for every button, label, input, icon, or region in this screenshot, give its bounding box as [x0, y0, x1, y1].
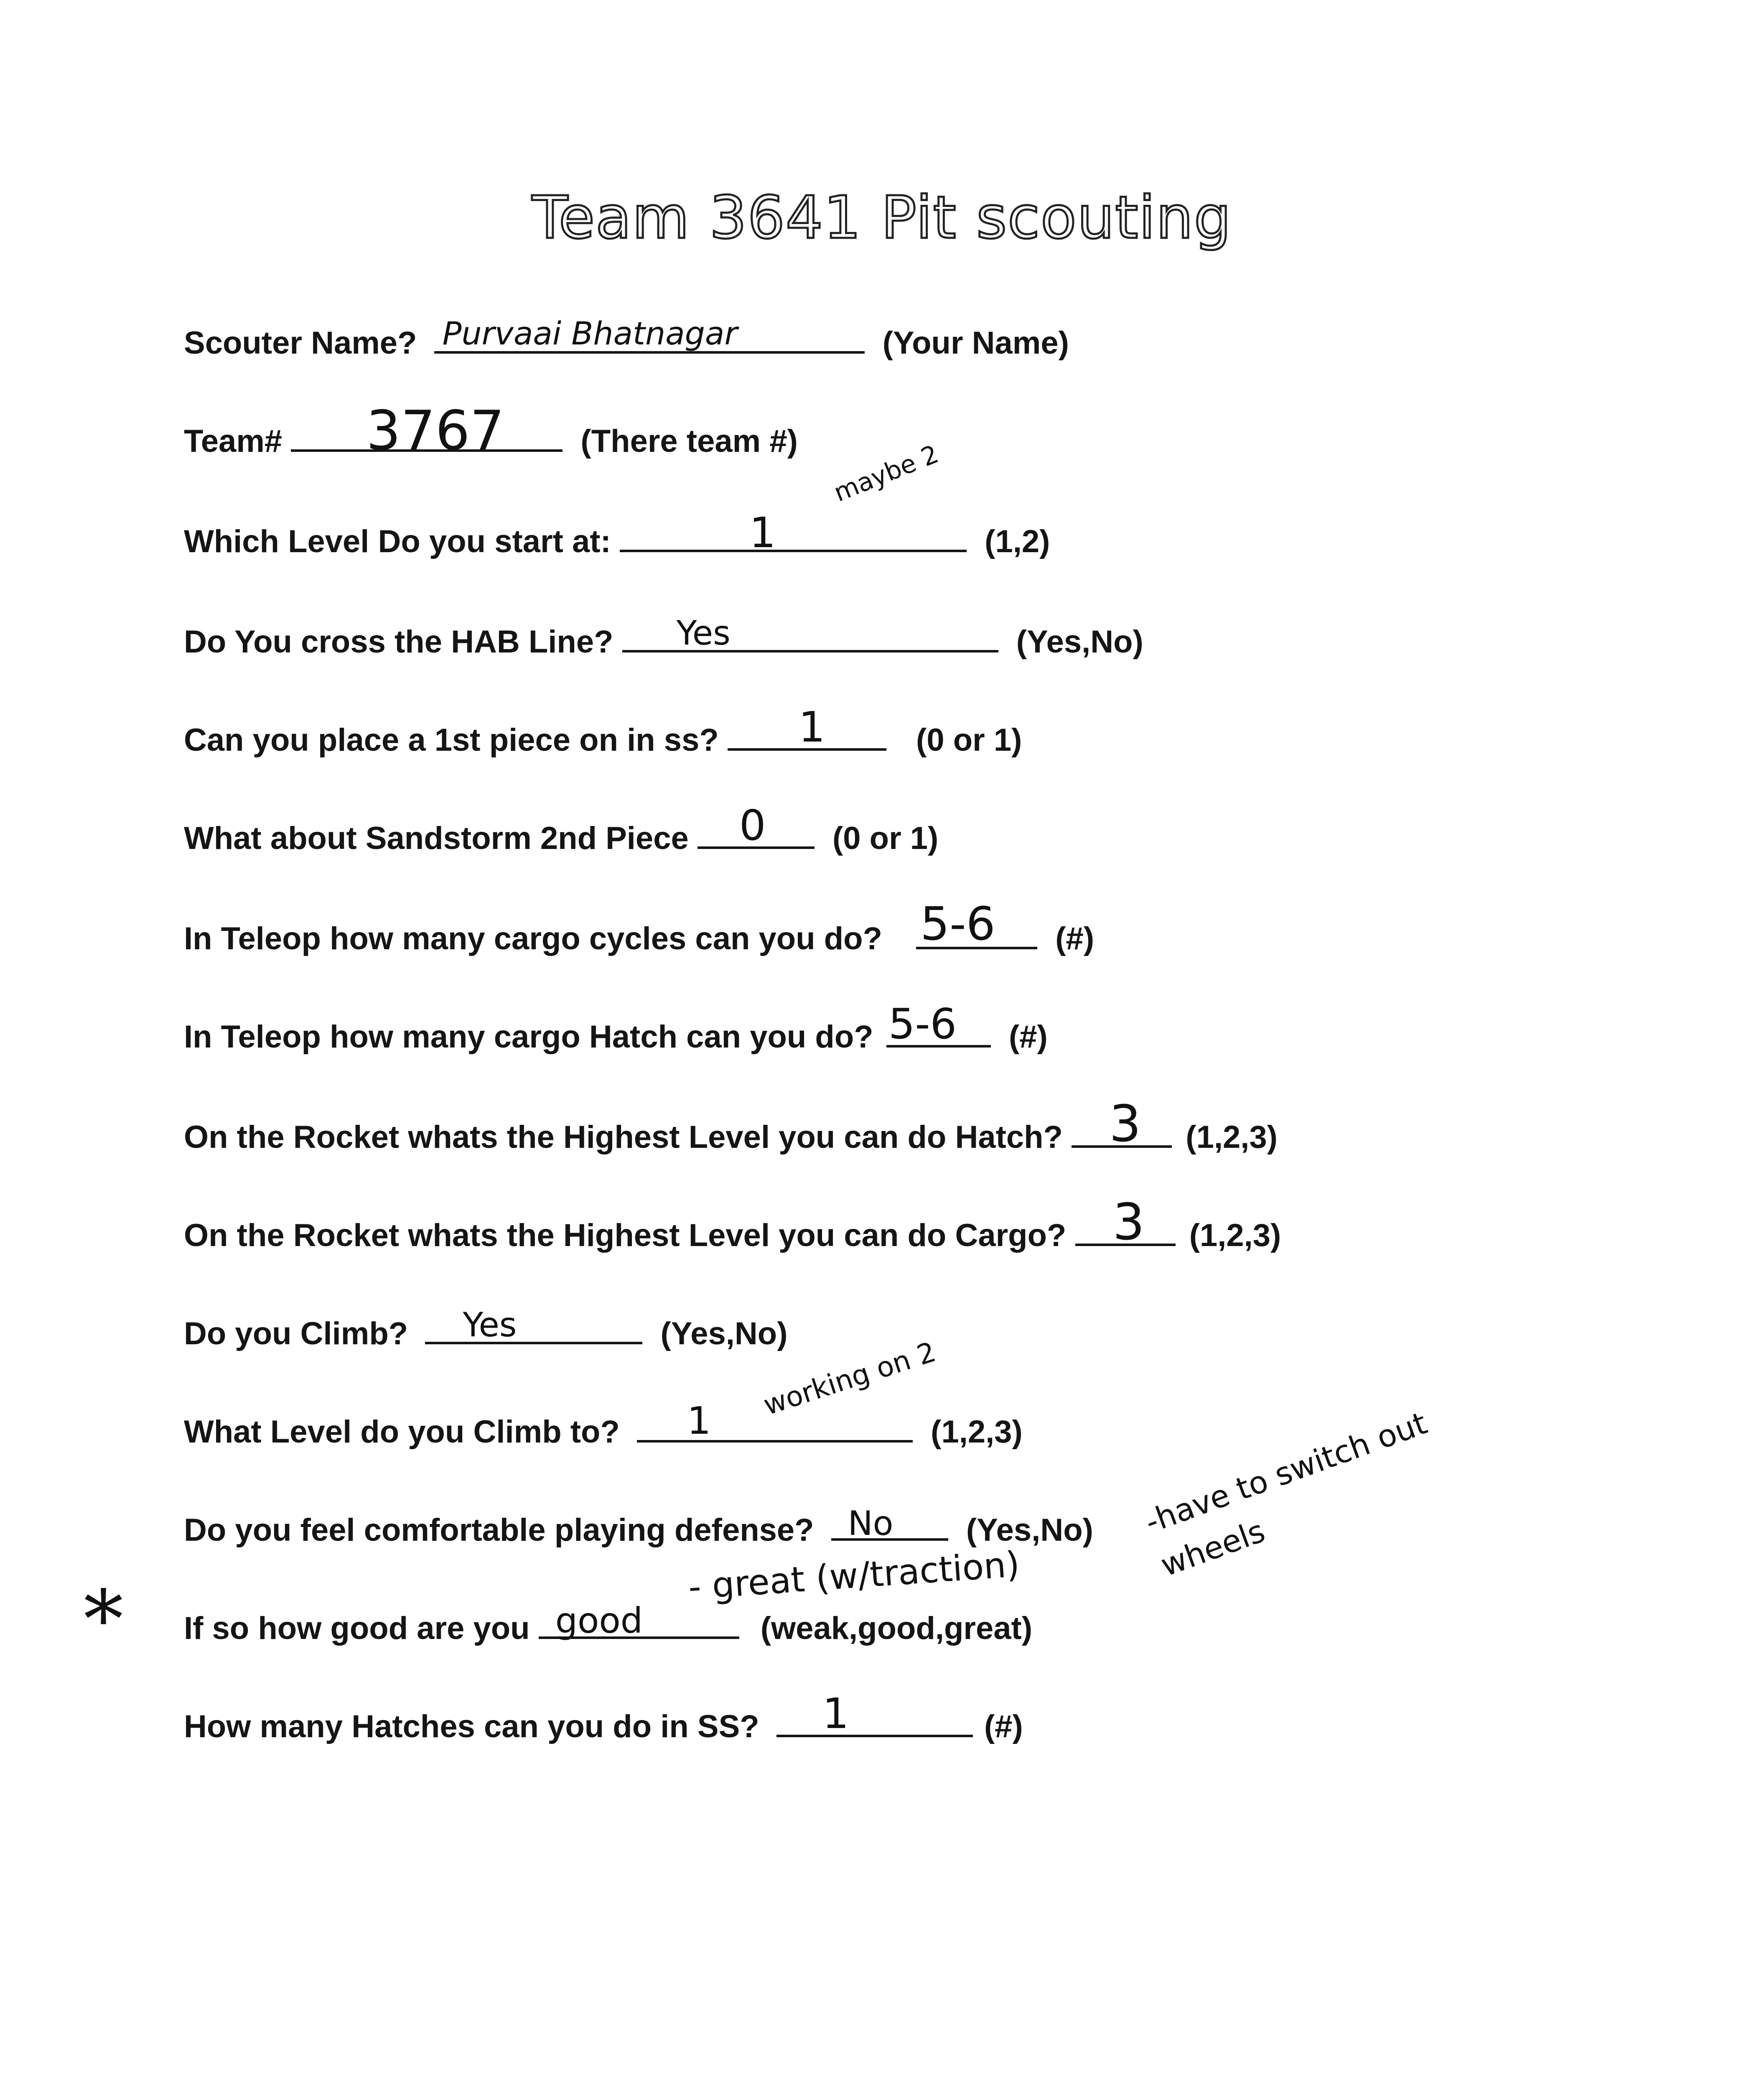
answer-handwriting: 1 — [798, 703, 825, 752]
answer-handwriting: 3 — [1109, 1095, 1141, 1153]
hab-line-field[interactable] — [622, 614, 998, 652]
defense-field[interactable] — [831, 1504, 948, 1543]
first-piece-field[interactable] — [728, 703, 886, 752]
answer-handwriting: 1 — [822, 1689, 849, 1738]
second-piece-field[interactable] — [697, 801, 815, 850]
question-label: On the Rocket whats the Highest Level you can do Hatch? — [184, 1119, 1063, 1155]
field-hint: (Your Name) — [882, 325, 1069, 361]
question-label: Team# — [184, 423, 283, 459]
rocket-hatch-row — [184, 1095, 1278, 1158]
ss-hatches-field[interactable] — [776, 1689, 973, 1738]
cargo-hatch-row — [184, 999, 1048, 1058]
ss-hatches-row — [184, 1689, 1023, 1748]
field-hint: (1,2) — [985, 524, 1050, 559]
scouter-name-field[interactable] — [434, 315, 865, 354]
field-hint: (weak,good,great) — [760, 1611, 1033, 1646]
answer-handwriting: 0 — [739, 801, 766, 850]
team-number-field[interactable] — [291, 399, 563, 462]
margin-note: - great (w/traction) — [687, 1543, 1021, 1608]
answer-handwriting: 1 — [687, 1399, 711, 1443]
field-hint: (0 or 1) — [916, 722, 1022, 758]
field-hint: (1,2,3) — [1186, 1119, 1278, 1155]
answer-handwriting: Purvaai Bhatnagar — [442, 315, 738, 352]
rocket-cargo-row — [184, 1193, 1281, 1257]
climb-level-row — [184, 1399, 1023, 1453]
question-label: Do you Climb? — [184, 1316, 408, 1351]
answer-handwriting: 3767 — [366, 399, 505, 462]
field-hint: (Yes,No) — [1016, 624, 1143, 660]
question-label: How many Hatches can you do in SS? — [184, 1709, 759, 1744]
start-level-field[interactable] — [620, 508, 967, 557]
question-label: What Level do you Climb to? — [184, 1414, 620, 1450]
defense-row — [184, 1504, 1093, 1551]
cargo-cycles-row — [184, 897, 1095, 960]
question-label: If so how good are you — [184, 1611, 530, 1646]
question-label: Which Level Do you start at: — [184, 524, 611, 559]
answer-handwriting: 5-6 — [920, 897, 995, 951]
field-hint: (#) — [1008, 1019, 1048, 1055]
field-hint: (Yes,No) — [966, 1512, 1093, 1548]
question-label: On the Rocket whats the Highest Level you can do Cargo? — [184, 1218, 1067, 1253]
cargo-cycles-field[interactable] — [916, 897, 1037, 951]
field-hint: (Yes,No) — [660, 1316, 788, 1351]
field-hint: (#) — [1055, 921, 1095, 956]
answer-handwriting: Yes — [676, 614, 731, 652]
first-piece-row — [184, 703, 1022, 761]
cargo-hatch-field[interactable] — [886, 999, 991, 1048]
question-label: What about Sandstorm 2nd Piece — [184, 821, 689, 856]
answer-handwriting: good — [555, 1600, 643, 1641]
answer-handwriting: No — [848, 1504, 893, 1543]
hab-line-row — [184, 614, 1143, 663]
answer-handwriting: 1 — [749, 508, 776, 557]
answer-handwriting: Yes — [463, 1305, 517, 1344]
answer-handwriting: 5-6 — [888, 999, 957, 1048]
skill-field[interactable] — [539, 1600, 739, 1641]
skill-row — [184, 1600, 1033, 1649]
climb-row — [184, 1305, 788, 1355]
second-piece-row — [184, 801, 939, 859]
team-number-row — [184, 399, 798, 462]
start-level-row — [184, 508, 1050, 563]
rocket-cargo-field[interactable] — [1075, 1193, 1176, 1251]
field-hint: (1,2,3) — [1189, 1218, 1281, 1253]
margin-note: working on 2 — [759, 1336, 940, 1422]
question-label: In Teleop how many cargo Hatch can you do? — [184, 1019, 873, 1055]
page-title: Team 3641 Pit scouting — [532, 184, 1232, 252]
margin-asterisk: * — [84, 1573, 123, 1666]
question-label: In Teleop how many cargo cycles can you do? — [184, 921, 882, 956]
question-label: Do you feel comfortable playing defense? — [184, 1512, 814, 1548]
margin-note: -have to switch out wheels — [1140, 1405, 1432, 1584]
question-label: Scouter Name? — [184, 325, 417, 361]
question-label: Can you place a 1st piece on in ss? — [184, 722, 719, 758]
answer-handwriting: 3 — [1112, 1193, 1145, 1251]
scouter-name-row — [184, 315, 1069, 364]
field-hint: (0 or 1) — [832, 821, 939, 856]
field-hint: (There team #) — [580, 423, 798, 459]
climb-field[interactable] — [425, 1305, 642, 1344]
rocket-hatch-field[interactable] — [1072, 1095, 1172, 1153]
margin-note: maybe 2 — [830, 439, 943, 508]
field-hint: (#) — [984, 1709, 1023, 1744]
field-hint: (1,2,3) — [931, 1414, 1023, 1450]
question-label: Do You cross the HAB Line? — [184, 624, 613, 660]
